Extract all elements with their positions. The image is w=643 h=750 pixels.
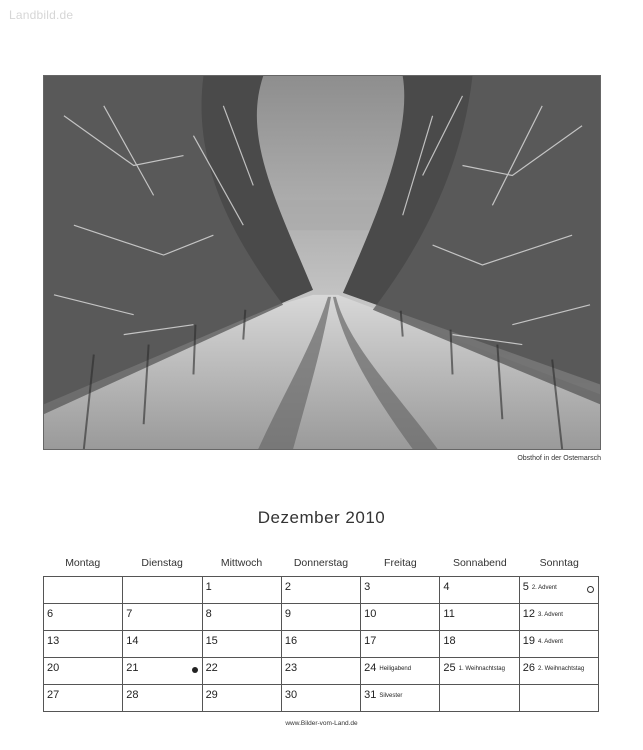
day-number: 8 (205, 608, 212, 620)
day-number: 20 (47, 662, 60, 674)
day-number: 5 (522, 581, 529, 593)
day-cell (44, 658, 123, 685)
day-cell (44, 685, 123, 712)
day-number: 1 (205, 581, 212, 593)
day-cell (282, 604, 361, 631)
day-cell (361, 631, 440, 658)
day-number: 27 (47, 689, 60, 701)
day-number: 26 (522, 662, 535, 674)
holiday-note: 1. Weihnachtstag (458, 666, 505, 672)
day-number: 16 (284, 635, 298, 647)
holiday-note: 3. Advent (537, 612, 563, 618)
day-cell (203, 658, 282, 685)
weekday-header-row (43, 556, 599, 576)
day-number: 31 (364, 689, 377, 701)
day-cell (203, 685, 282, 712)
day-cell (123, 631, 202, 658)
day-cell (282, 631, 361, 658)
day-cell (44, 604, 123, 631)
day-cell (361, 604, 440, 631)
day-cell (361, 658, 440, 685)
day-cell (123, 685, 202, 712)
weekday-header: Donnerstag (293, 557, 349, 569)
weekday-header: Montag (65, 557, 101, 569)
day-number: 30 (284, 689, 298, 701)
day-number: 18 (443, 635, 456, 647)
day-number: 12 (522, 608, 535, 620)
day-number: 6 (47, 608, 54, 620)
day-cell (440, 577, 519, 604)
weekday-header: Mittwoch (220, 557, 263, 569)
day-number: 10 (364, 608, 377, 620)
holiday-note: Silvester (379, 693, 403, 699)
day-cell (123, 604, 202, 631)
day-cell (361, 685, 440, 712)
month-title: Dezember 2010 (257, 508, 386, 527)
day-cells (43, 576, 599, 712)
day-cell (282, 685, 361, 712)
day-number: 11 (443, 608, 455, 620)
holiday-note: 4. Advent (537, 639, 563, 645)
new-moon-icon (192, 667, 198, 673)
holiday-note: Heiligabend (379, 666, 412, 672)
empty-day-cell (520, 685, 599, 712)
calendar-grid (43, 556, 599, 712)
watermark: Landbild.de (9, 8, 74, 22)
calendar-photo (43, 75, 601, 450)
day-cell (203, 631, 282, 658)
empty-day-cell (440, 685, 519, 712)
footer-url: www.Bilder-vom-Land.de (285, 720, 358, 727)
full-moon-icon (587, 586, 594, 593)
day-cell (440, 631, 519, 658)
day-cell (440, 604, 519, 631)
day-cell (203, 604, 282, 631)
day-cell (282, 658, 361, 685)
day-cell (520, 577, 599, 604)
day-number: 17 (364, 635, 377, 647)
weekday-header: Sonntag (539, 557, 579, 569)
winter-orchard-photo (44, 76, 600, 449)
day-number: 7 (126, 608, 133, 620)
day-number: 24 (364, 662, 377, 674)
day-cell (203, 577, 282, 604)
day-number: 29 (205, 689, 218, 701)
day-cell (282, 577, 361, 604)
day-cell (123, 658, 202, 685)
day-number: 23 (284, 662, 298, 674)
day-cell (520, 604, 599, 631)
day-number: 4 (443, 581, 450, 593)
day-cell (440, 658, 519, 685)
day-number: 3 (364, 581, 371, 593)
day-cell (520, 658, 599, 685)
day-cell (520, 631, 599, 658)
day-number: 15 (205, 635, 218, 647)
day-number: 21 (126, 662, 139, 674)
day-number: 9 (284, 608, 291, 620)
empty-day-cell (44, 577, 123, 604)
day-cell (361, 577, 440, 604)
day-number: 2 (284, 581, 291, 593)
day-number: 28 (126, 689, 139, 701)
day-cell (44, 631, 123, 658)
weekday-header: Dienstag (141, 557, 183, 569)
day-number: 14 (126, 635, 139, 647)
day-number: 19 (522, 635, 535, 647)
photo-caption: Obsthof in der Ostemarsch (517, 455, 601, 462)
holiday-note: 2. Weihnachtstag (537, 666, 585, 672)
day-number: 25 (443, 662, 456, 674)
weekday-header: Freitag (384, 557, 417, 569)
day-number: 13 (47, 635, 60, 647)
day-number: 22 (205, 662, 218, 674)
weekday-header: Sonnabend (452, 557, 507, 569)
holiday-note: 2. Advent (531, 585, 557, 591)
empty-day-cell (123, 577, 202, 604)
